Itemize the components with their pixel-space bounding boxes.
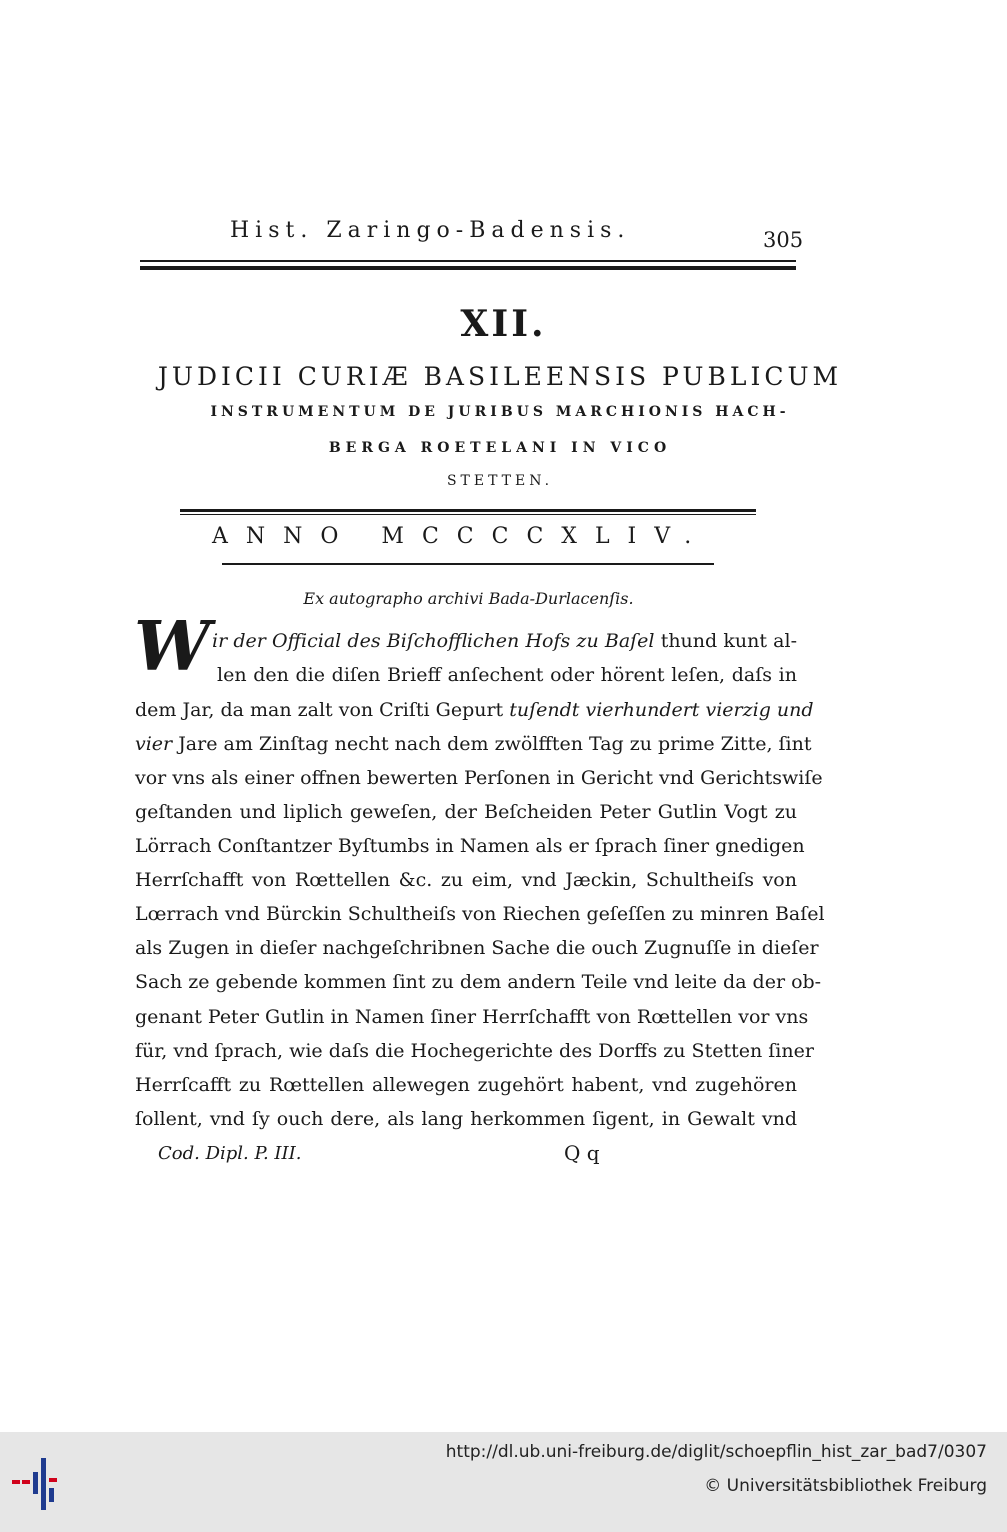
text-line: für, vnd ſprach, wie daſs die Hochegerichte des Dorffs zu Stetten ſiner [135, 1040, 814, 1062]
text-line: Herrſchafft von Rœttellen &c. zu eim, vnd Jæckin, Schultheiſs von [135, 869, 797, 891]
text-line: ſollent, vnd ſy ouch dere, als lang herkommen ſigent, in Gewalt vnd [135, 1108, 797, 1130]
text-line: genant Peter Gutlin in Namen ſiner Herrſchafft von Rœttellen vor vns [135, 1006, 809, 1028]
chapter-title-line-3: BERGA ROETELANI IN VICO [328, 440, 672, 456]
text-line: als Zugen in dieſer nachgeſchribnen Sache die ouch Zugnuſſe in dieſer [135, 937, 819, 959]
text-line: len den die diſen Brieff anſechent oder hörent leſen, daſs in [217, 664, 797, 686]
footer-signature: Cod. Dipl. P. III. [158, 1143, 302, 1164]
text-roman: thund kunt al- [660, 630, 797, 652]
text-line: vor vns als einer offnen bewerten Perſonen in Gericht vnd Gerichtswiſe [135, 767, 823, 789]
text-line: Herrſcafft zu Rœttellen allewegen zugehört habent, vnd zugehören [135, 1074, 797, 1096]
text-line [212, 628, 797, 654]
text-roman: Jare am Zinſtag necht nach dem zwölfften Tag zu prime Zitte, ſint [178, 733, 812, 755]
text-line [135, 697, 814, 723]
text-line: Lœrrach vnd Bürckin Schultheiſs von Riechen geſeſſen zu minren Baſel [135, 903, 825, 925]
chapter-title-line-2: INSTRUMENTUM DE JURIBUS MARCHIONIS HACH- [210, 404, 790, 420]
title-rule-thick [180, 509, 756, 512]
copyright-notice: © Universitätsbibliothek Freiburg [704, 1476, 987, 1496]
anno-date: ANNO MCCCCXLIV. [212, 524, 710, 549]
anno-rule [222, 563, 714, 565]
text-italic: vier [135, 733, 173, 755]
text-italic: ir der Official des Biſchofflichen Hofs zu Baſel [212, 630, 655, 652]
chapter-title-line-1: JUDICII CURIÆ BASILEENSIS PUBLICUM [157, 362, 843, 391]
library-footer-bar [0, 1432, 1007, 1532]
text-italic: tuſendt vierhundert vierzig und [509, 699, 814, 721]
header-rule-thick [140, 266, 796, 270]
chapter-number: XII. [460, 303, 547, 345]
library-logo-icon [12, 1458, 64, 1510]
chapter-title-line-4: STETTEN. [446, 473, 554, 489]
page-number: 305 [763, 228, 804, 252]
permalink-url[interactable]: http://dl.ub.uni-freiburg.de/diglit/schoepflin_hist_zar_bad7/0307 [445, 1442, 987, 1462]
text-line [135, 731, 812, 757]
footer-sheet-mark: Q q [564, 1141, 600, 1165]
source-note: Ex autographo archivi Bada-Durlacenſis. [303, 589, 634, 608]
text-line: Lörrach Conſtantzer Byſtumbs in Namen als er ſprach ſiner gnedigen [135, 835, 805, 857]
text-line: geſtanden und liplich geweſen, der Beſcheiden Peter Gutlin Vogt zu [135, 801, 797, 823]
text-roman: dem Jar, da man zalt von Criſti Gepurt [135, 699, 504, 721]
title-rule-thin [180, 514, 756, 515]
running-head: Hist. Zaringo-Badensis. [230, 218, 631, 243]
header-rule-thin [140, 260, 796, 262]
text-line: Sach ze gebende kommen ſint zu dem andern Teile vnd leite da der ob- [135, 971, 822, 993]
drop-cap-initial: W [134, 607, 211, 687]
